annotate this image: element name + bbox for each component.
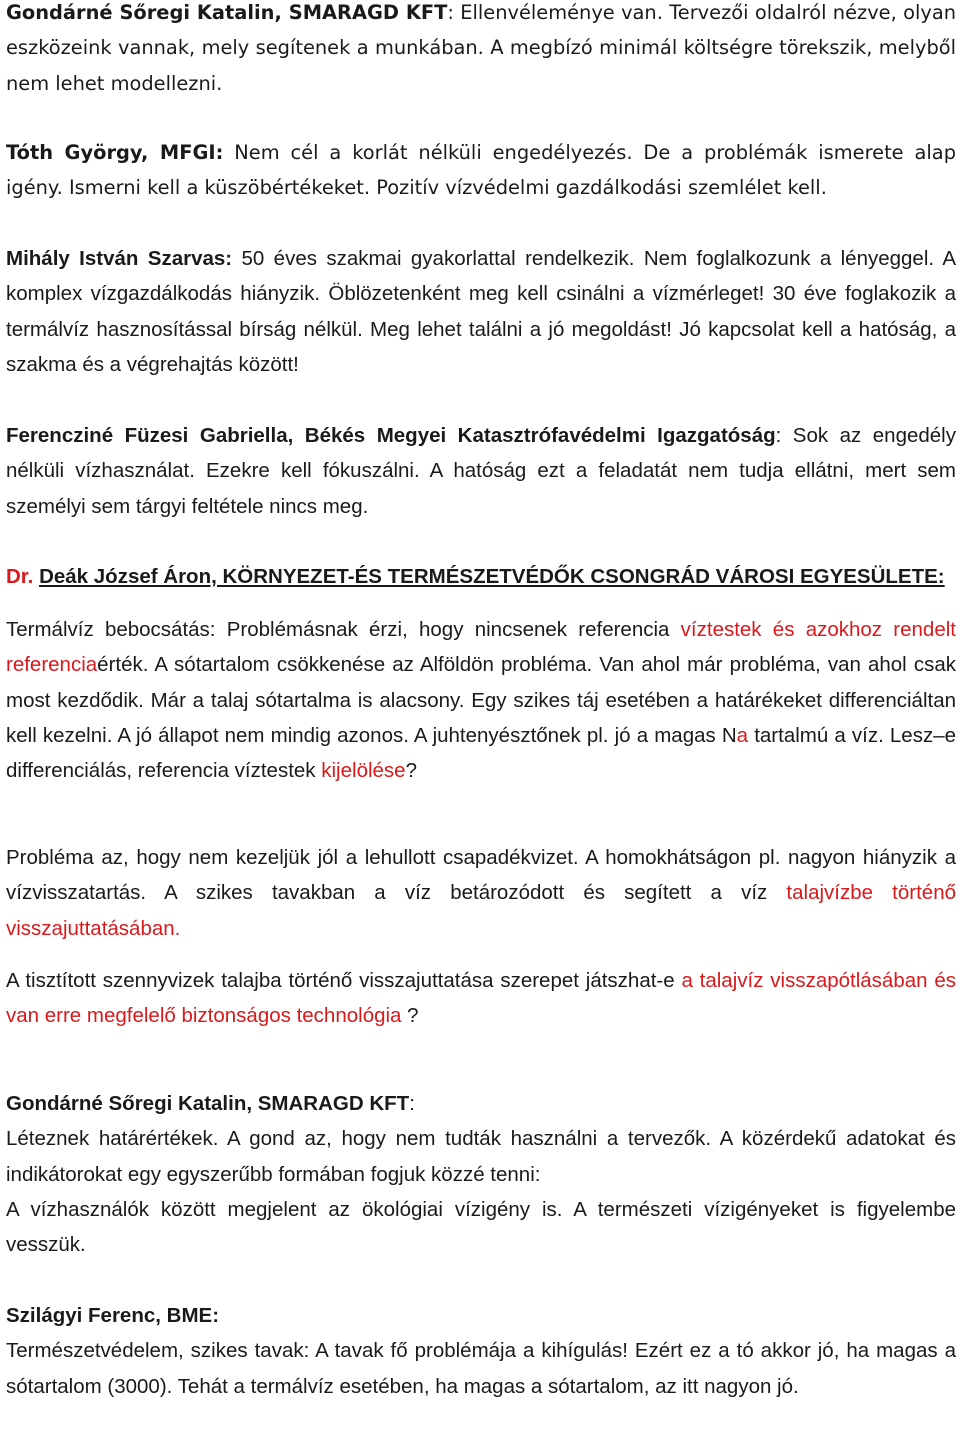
text-run: : (409, 1092, 415, 1115)
text-run: A vízhasználók között megjelent az ökológiai vízigény is. A természeti vízigényeket is figyelembe vesszük. (6, 1197, 956, 1257)
text-run: Természetvédelem, szikes tavak: A tavak fő problémája a kihígulás! Ezért ez a tó akkor jó, ha magas a sótartalom (3000). Tehát a termálvíz esetében, ha magas a sótartalom, az itt nagyon jó. (6, 1339, 956, 1398)
text-run: A tisztított szennyvizek talajba történő visszajuttatása szerepet játszhat-e (6, 969, 682, 992)
section-heading-deak (6, 559, 956, 594)
text-run: ? (401, 1004, 419, 1028)
paragraph-mihaly (6, 241, 956, 382)
paragraph-text: Nem cél a korlát nélküli engedélyezés. De a problémák ismerete alap igény. Ismerni kell a küszöbértékeket. Pozitív vízvédelmi gazdálkodási szemlélet kell. (6, 141, 956, 200)
speaker-name: Ferencziné Füzesi Gabriella, Békés Megyei Katasztrófavédelmi Igazgatóság (6, 424, 776, 447)
paragraph-toth (6, 135, 956, 206)
highlighted-text: a talajvíz visszapótlásában és van erre megfelelő biztonságos technológia (6, 969, 956, 1028)
speaker-name: Mihály István Szarvas: (6, 247, 233, 270)
paragraph-szilagyi (6, 1298, 956, 1404)
paragraph-text: : Sok az engedély nélküli vízhasználat. Ezekre kell fókuszálni. A hatóság ezt a feladatát nem tudja ellátni, mert sem személyi sem tárgyi feltétele nincs meg. (6, 424, 956, 518)
text-run: Termálvíz bebocsátás: Problémásnak érzi, hogy nincsenek referencia (6, 618, 681, 641)
highlighted-text: a (736, 723, 749, 747)
text-run: érték. A sótartalom csökkenése az Alföldön probléma. Van ahol már probléma, van ahol csak most kezdődik. Már a talaj sótartalma is alacsony. Egy szikes táj esetében a határékeket differenciáltan kell kezelni. A jó állapot nem mindig azonos. A juhtenyésztőnek pl. jó a magas N (6, 653, 956, 747)
speaker-name: Gondárné Sőregi Katalin, SMARAGD KFT (6, 1, 448, 24)
paragraph-szennyviz (6, 963, 956, 1034)
speaker-name: Tóth György, MFGI: (6, 141, 224, 164)
heading-title: Deák József Áron, KÖRNYEZET-ÉS TERMÉSZETVÉDŐK CSONGRÁD VÁROSI EGYESÜLETE: (39, 565, 945, 588)
paragraph-termalviz (6, 612, 956, 788)
paragraph-ferencziné (6, 418, 956, 524)
heading-prefix: Dr. (6, 565, 34, 588)
text-run: tartalmú a víz. Lesz–e differenciálás, referencia víztestek (6, 723, 956, 783)
highlighted-text: víztestek és azokhoz rendelt referencia (6, 618, 956, 677)
paragraph-gondarne-2 (6, 1086, 956, 1262)
highlighted-text: talajvízbe történő visszajuttatásában. (6, 881, 957, 940)
highlighted-text: kijelölése (321, 759, 406, 783)
paragraph-text: : Ellenvéleménye van. Tervezői oldalról nézve, olyan eszközeink vannak, mely segítenek a munkában. A megbízó minimál költségre törekszik, melyből nem lehet modellezni. (6, 1, 956, 95)
paragraph-text: 50 éves szakmai gyakorlattal rendelkezik. Nem foglalkozunk a lényeggel. A komplex vízgazdálkodás hiányzik. Öblözetenként meg kell csinálni a vízmérleget! 30 éve foglakozik a termálvíz hasznosítással bírság nélkül. Meg lehet találni a jó megoldást! Jó kapcsolat kell a hatóság, a szakma és a végrehajtás között! (6, 247, 956, 376)
paragraph-gondarne-1 (6, 0, 956, 101)
text-run: Probléma az, hogy nem kezeljük jól a lehullott csapadékvizet. A homokhátságon pl. nagyon hiányzik a vízvisszatartás. A szikes tavakban a víz betározódott és segített a víz (6, 846, 956, 905)
speaker-name: Gondárné Sőregi Katalin, SMARAGD KFT (6, 1092, 410, 1115)
paragraph-csapadekviz (6, 840, 956, 946)
text-run: Léteznek határértékek. A gond az, hogy nem tudták használni a tervezők. A közérdekű adatokat és indikátorokat egy egyszerűbb formában fogjuk közzé tenni: (6, 1127, 956, 1186)
text-run: ? (405, 759, 417, 783)
speaker-name: Szilágyi Ferenc, BME: (6, 1304, 220, 1327)
